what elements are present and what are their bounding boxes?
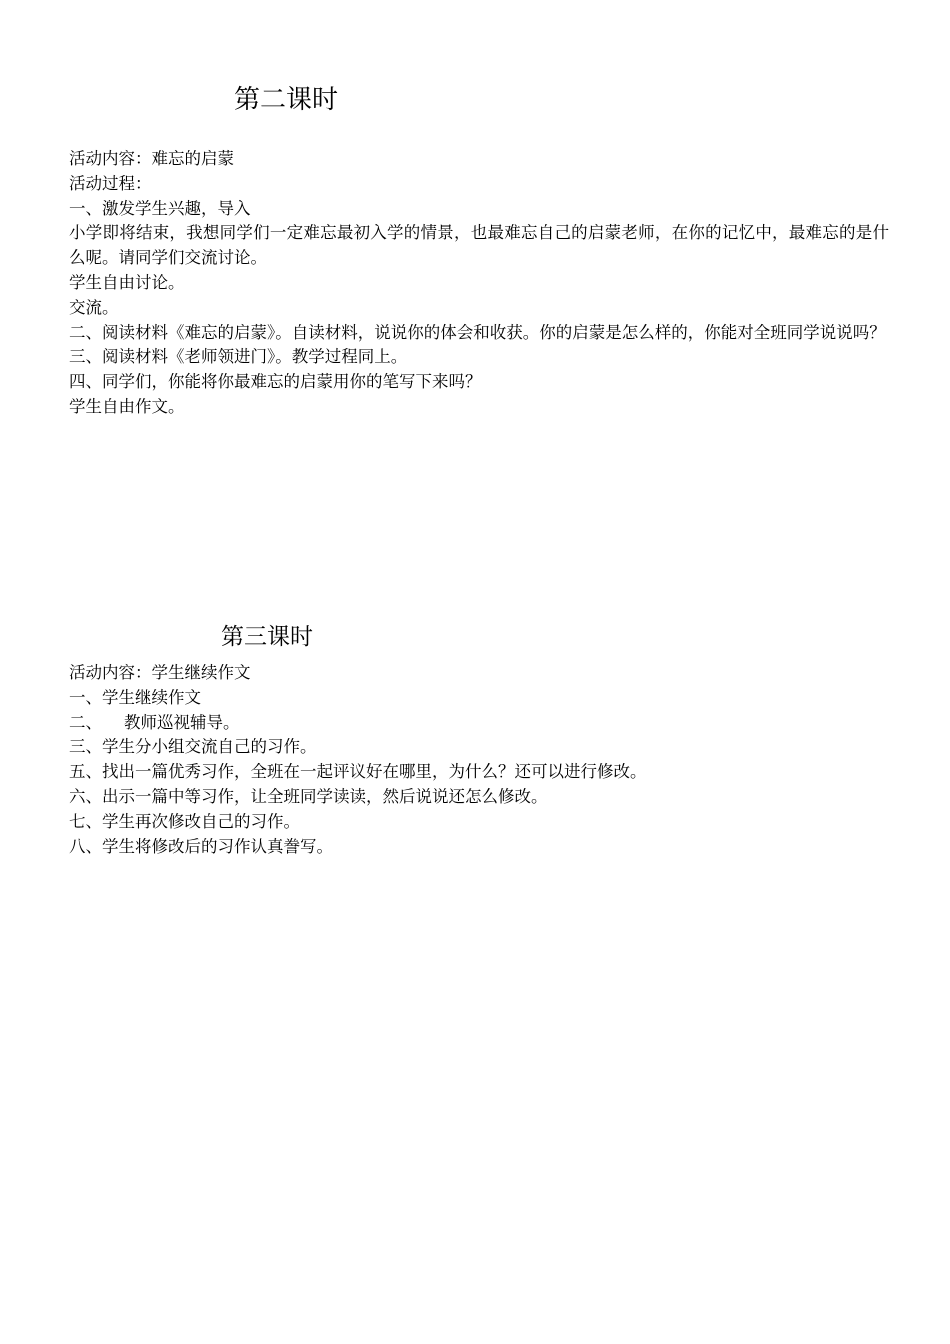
- lesson3-step8: 八、学生将修改后的习作认真誊写。: [69, 836, 333, 856]
- lesson3-step6: 六、出示一篇中等习作，让全班同学读读，然后说说还怎么修改。: [69, 786, 548, 806]
- lesson3-step3: 三、学生分小组交流自己的习作。: [69, 737, 317, 757]
- lesson2-discuss: 学生自由讨论。: [69, 272, 185, 292]
- lesson2-step3: 三、阅读材料《老师领进门》。教学过程同上。: [69, 347, 408, 367]
- lesson2-process-label: 活动过程：: [69, 173, 152, 193]
- lesson3-content-label: 活动内容：学生继续作文: [69, 663, 251, 682]
- lesson3-step2-text: 教师巡视辅导。: [124, 712, 240, 732]
- lesson3-title: 第三课时: [221, 624, 313, 650]
- lesson3-step1: 一、学生继续作文: [69, 687, 201, 707]
- lesson2-title: 第二课时: [234, 85, 339, 115]
- lesson2-writing: 学生自由作文。: [69, 396, 185, 416]
- lesson3-step5: 五、找出一篇优秀习作，全班在一起评议好在哪里，为什么？还可以进行修改。: [69, 762, 647, 782]
- lesson2-exchange: 交流。: [69, 297, 119, 317]
- lesson2-content-label: 活动内容：难忘的启蒙: [69, 149, 234, 168]
- lesson2-step1: 一、激发学生兴趣，导入: [69, 198, 251, 218]
- lesson2-step2: 二、阅读材料《难忘的启蒙》。自读材料，说说你的体会和收获。你的启蒙是怎么样的，你能对全班同学说说吗？: [69, 322, 886, 342]
- lesson2-paragraph1: 小学即将结束，我想同学们一定难忘最初入学的情景，也最难忘自己的启蒙老师，在你的记忆中，最难忘的是什么呢。请同学们交流讨论。: [69, 223, 889, 268]
- lesson2-body: [69, 147, 889, 420]
- lesson3-step7: 七、学生再次修改自己的习作。: [69, 811, 300, 831]
- lesson3-body: [69, 661, 889, 859]
- lesson3-step2-number: 二、: [69, 712, 102, 732]
- lesson3-step2: [69, 711, 889, 736]
- lesson2-step4: 四、同学们，你能将你最难忘的启蒙用你的笔写下来吗？: [69, 372, 482, 392]
